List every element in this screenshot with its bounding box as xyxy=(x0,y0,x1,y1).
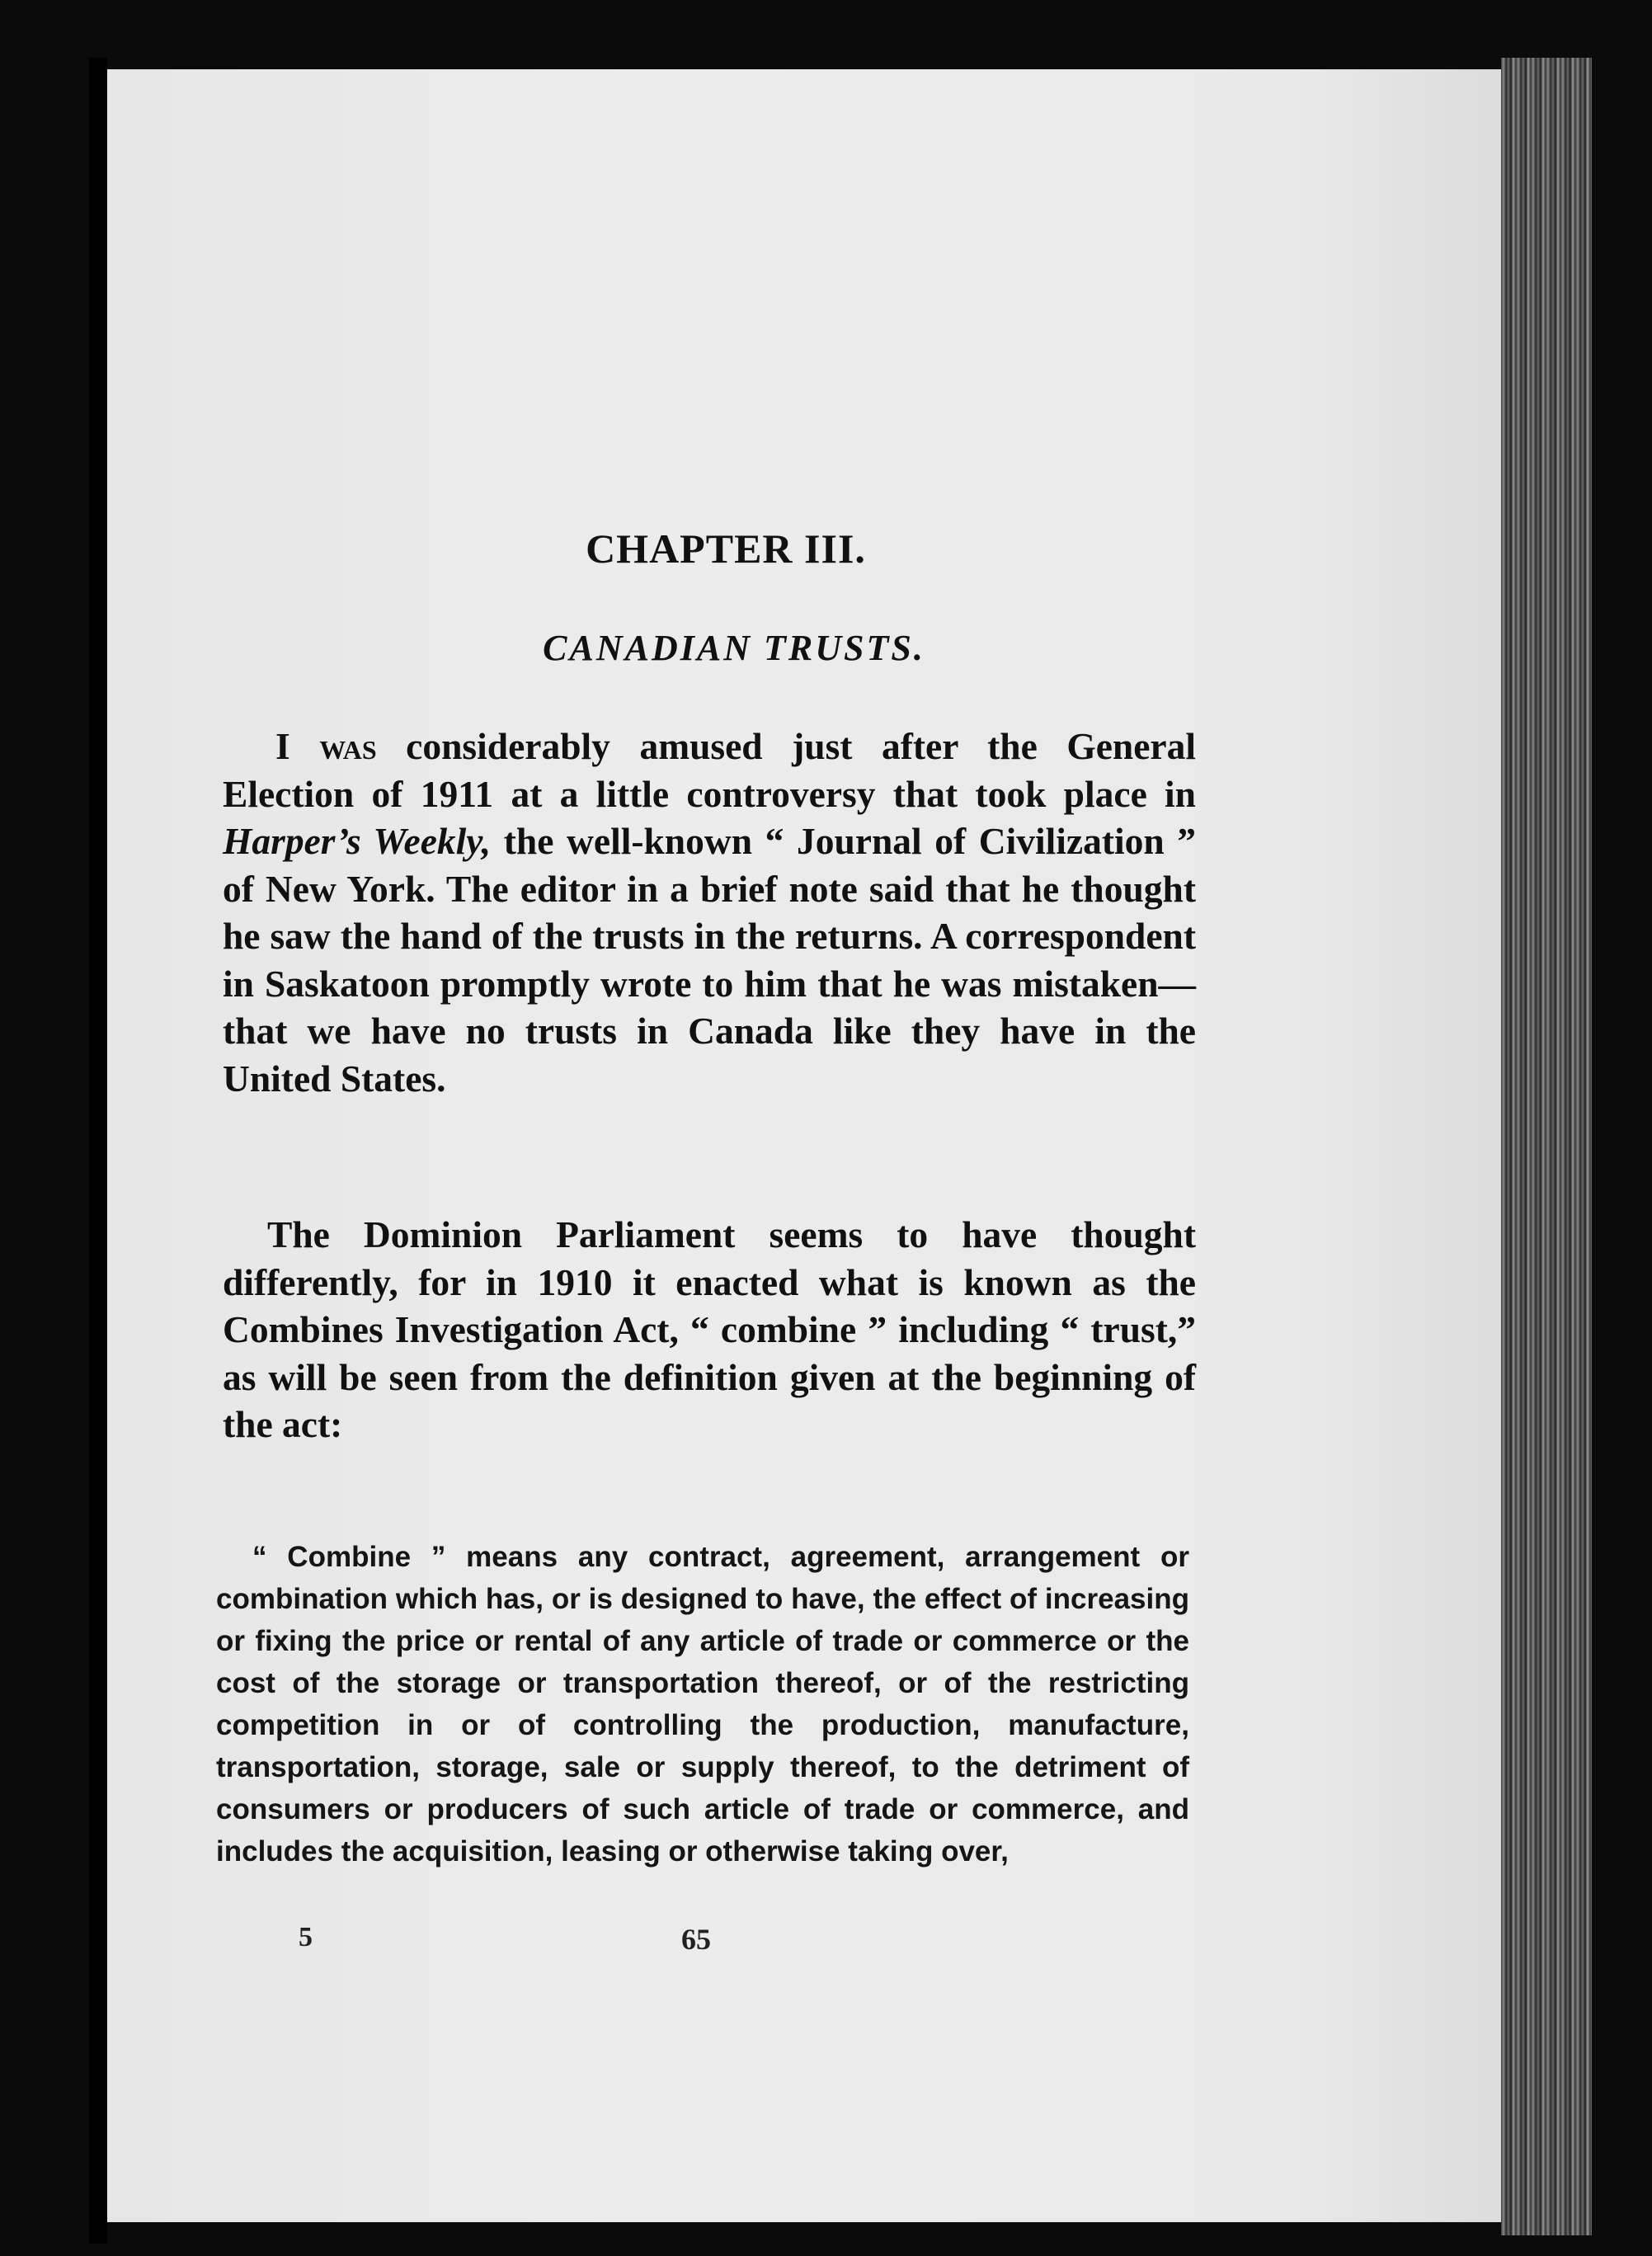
lead-smallcaps: was xyxy=(319,725,377,767)
paragraph-1-text-b: the well-known “ Journal of Civilization ” of New York. The editor in a brief note said that he thought he saw the hand of the trusts in the returns. A correspondent in Saskatoon promptly wrote to him that he was mistaken—that we have no trusts in Canada like they have in the United States. xyxy=(223,820,1197,1100)
quoted-definition: “ Combine ” means any contract, agreement, arrangement or combination which has, or is designed to have, the effect of increasing or fixing the price or rental of any article of trade or commerce or the cost of the storage or transportation thereof, or of the restricting competition in or of controlling the production, manufacture, transportation, storage, sale or supply thereof, to the detriment of consumers or producers of such article of trade or commerce, and includes the acquisition, leasing or otherwise taking over, xyxy=(216,1541,1189,1867)
lead-word: I xyxy=(275,725,290,767)
paragraph-1 xyxy=(223,723,1196,1102)
journal-name: Harper’s Weekly, xyxy=(223,820,492,862)
page-edges xyxy=(1501,58,1592,2235)
signature-mark: 5 xyxy=(299,1922,313,1952)
paragraph-2: The Dominion Parliament seems to have thought differently, for in 1910 it enacted what is known as the Combines Investigation Act, “ combine ” including “ trust,” as will be seen from the definition given at the beginning of the act: xyxy=(223,1213,1196,1445)
page-surface xyxy=(107,69,1501,2222)
book-spine-shadow xyxy=(89,58,107,2244)
paragraph-1-text-a: considerably amused just after the General Election of 1911 at a little controversy that took place in xyxy=(223,725,1197,815)
chapter-heading: CHAPTER III. xyxy=(586,525,866,572)
page-number: 65 xyxy=(681,1923,711,1956)
chapter-title: CANADIAN TRUSTS. xyxy=(543,628,925,668)
